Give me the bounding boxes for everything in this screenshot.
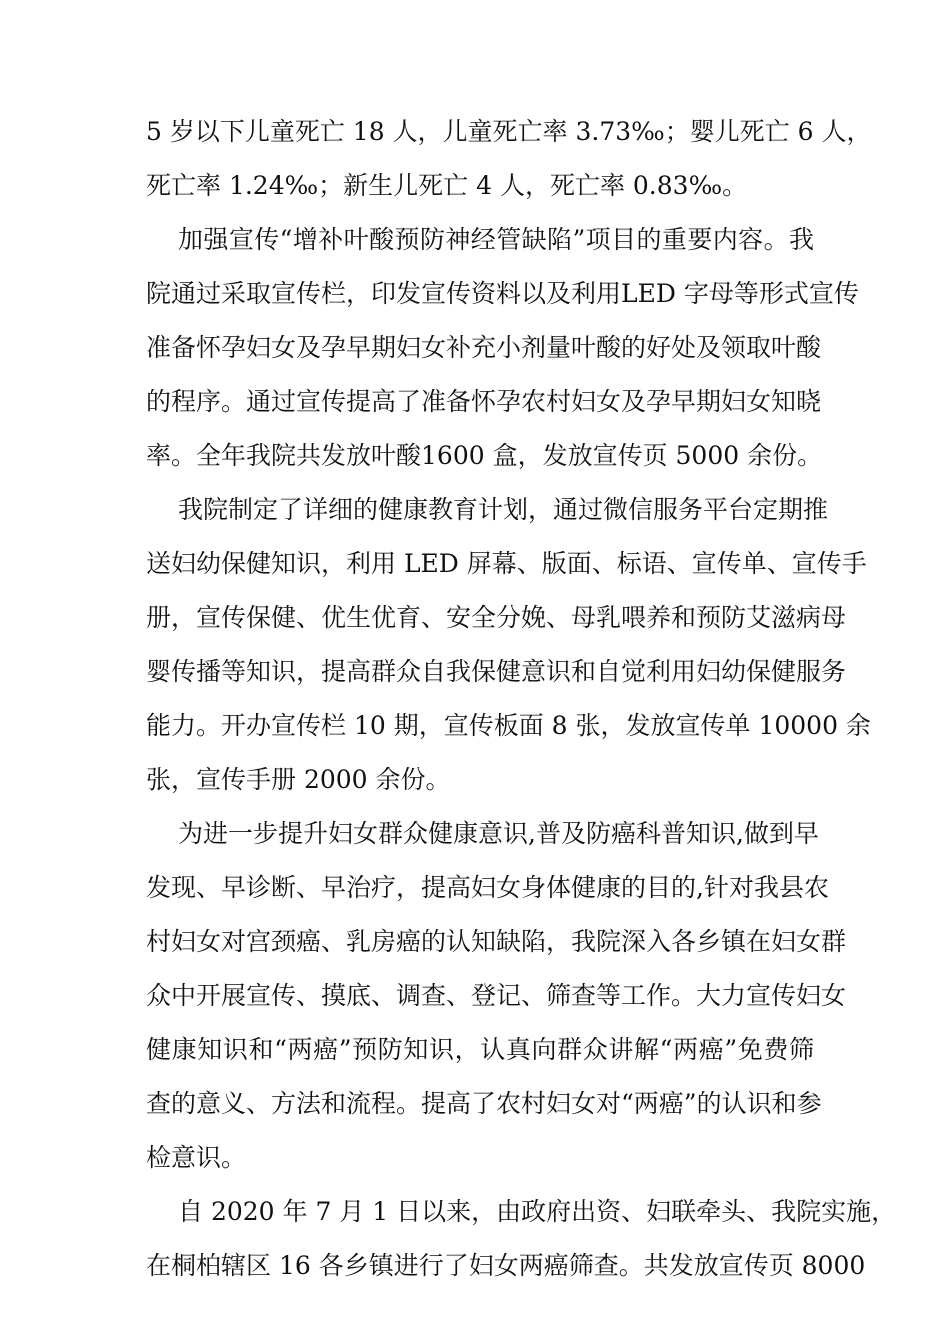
text-line: 5 岁以下儿童死亡 18 人，儿童死亡率 3.73‰；婴儿死亡 6 人， <box>146 117 872 146</box>
text-line: 自 2020 年 7 月 1 日以来，由政府出资、妇联牵头、我院实施， <box>178 1197 897 1226</box>
text-line: 发现、早诊断、早治疗，提高妇女身体健康的目的,针对我县农 <box>146 873 829 902</box>
text-line: 查的意义、方法和流程。提高了农村妇女对“两癌”的认识和参 <box>146 1089 822 1118</box>
text-line: 死亡率 1.24‰；新生儿死亡 4 人，死亡率 0.83‰。 <box>146 171 748 200</box>
text-line: 健康知识和“两癌”预防知识，认真向群众讲解“两癌”免费筛 <box>146 1035 814 1064</box>
text-line: 册，宣传保健、优生优育、安全分娩、母乳喂养和预防艾滋病母 <box>146 603 847 632</box>
text-line: 为进一步提升妇女群众健康意识,普及防癌科普知识,做到早 <box>178 819 819 848</box>
text-line: 村妇女对宫颈癌、乳房癌的认知缺陷，我院深入各乡镇在妇女群 <box>146 927 847 956</box>
text-line: 我院制定了详细的健康教育计划，通过微信服务平台定期推 <box>178 495 829 524</box>
text-line: 婴传播等知识，提高群众自我保健意识和自觉利用妇幼保健服务 <box>146 657 847 686</box>
text-line: 加强宣传“增补叶酸预防神经管缺陷”项目的重要内容。我 <box>178 225 814 254</box>
text-line: 送妇幼保健知识，利用 LED 屏幕、版面、标语、宣传单、宣传手 <box>146 549 867 578</box>
text-line: 的程序。通过宣传提高了准备怀孕农村妇女及孕早期妇女知晓 <box>146 387 822 416</box>
text-line: 在桐柏辖区 16 各乡镇进行了妇女两癌筛查。共发放宣传页 8000 <box>146 1251 866 1280</box>
text-line: 张，宣传手册 2000 余份。 <box>146 765 451 794</box>
text-line: 能力。开办宣传栏 10 期，宣传板面 8 张，发放宣传单 10000 余 <box>146 711 871 740</box>
text-line: 众中开展宣传、摸底、调查、登记、筛查等工作。大力宣传妇女 <box>146 981 847 1010</box>
text-line: 检意识。 <box>146 1143 247 1172</box>
text-line: 准备怀孕妇女及孕早期妇女补充小剂量叶酸的好处及领取叶酸 <box>146 333 822 362</box>
text-line: 率。全年我院共发放叶酸1600 盒，发放宣传页 5000 余份。 <box>146 441 823 470</box>
text-line: 院通过采取宣传栏，印发宣传资料以及利用LED 字母等形式宣传 <box>146 279 859 308</box>
